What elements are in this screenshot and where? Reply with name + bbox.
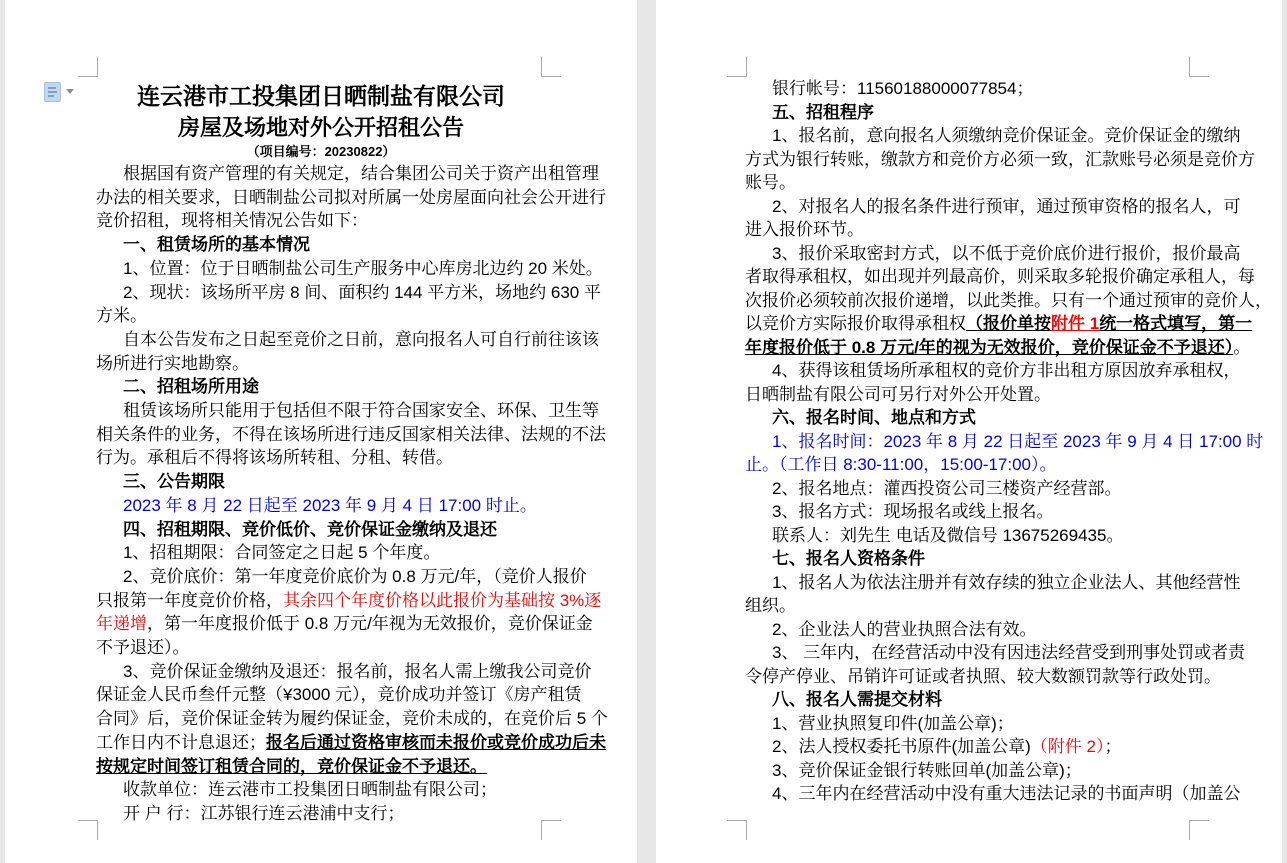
text-run: 3、竞价保证金缴纳及退还：报名前，报名人需上缴我公司竞价 xyxy=(123,661,592,681)
text-run: 者取得承租权，如出现并列最高价，则采取多轮报价确定承租人，每 xyxy=(745,267,1255,286)
text-line xyxy=(745,195,1241,219)
text-line xyxy=(745,218,1215,242)
text-line xyxy=(745,712,1215,736)
text-run: 3、 三年内，在经营活动中没有因违法经营受到刑事处罚或者责 xyxy=(772,643,1246,662)
text-line xyxy=(745,430,1264,454)
text-run: 六、报名时间、地点和方式 xyxy=(772,408,976,427)
text-line xyxy=(96,636,566,660)
text-run: 令停产停业、吊销许可证或者执照、较大数额罚款等行政处罚。 xyxy=(745,666,1221,686)
text-boundary-mark xyxy=(727,820,747,840)
text-line xyxy=(96,731,606,755)
text-run: 2、报名地点：灌西投资公司三楼资产经营部。 xyxy=(772,478,1122,498)
text-boundary-mark xyxy=(1189,820,1209,840)
text-boundary-mark xyxy=(78,57,98,77)
text-line xyxy=(96,257,603,281)
clipboard-icon xyxy=(44,82,61,102)
text-run: 组织。 xyxy=(745,596,796,615)
page2-body-text xyxy=(745,77,1272,806)
text-line xyxy=(96,352,566,376)
text-run: 账号。 xyxy=(745,173,796,192)
text-line xyxy=(745,148,1255,172)
text-run: 2、企业法人的营业执照合法有效。 xyxy=(772,619,1037,639)
text-line xyxy=(96,589,602,613)
text-line xyxy=(96,802,566,826)
text-run: 三、公告期限 xyxy=(123,472,225,492)
text-run: 年递增 xyxy=(96,614,147,634)
text-run: 3、报名方式：现场报名或线上报名。 xyxy=(772,502,1054,521)
text-run: 1、位置：位于日晒制盐公司生产服务中心库房北边约 20 米处。 xyxy=(123,258,603,278)
text-run: 开 户 行：江苏银行连云港浦中支行； xyxy=(123,803,405,823)
text-run: 租赁该场所只能用于包括但不限于符合国家安全、环保、卫生等 xyxy=(123,401,599,421)
text-run: 五、招租程序 xyxy=(772,102,874,122)
text-line xyxy=(745,618,1215,642)
text-line xyxy=(745,242,1241,266)
text-line xyxy=(745,571,1241,595)
text-line xyxy=(745,477,1215,501)
text-run: 根据国有资产管理的有关规定，结合集团公司关于资产出租管理 xyxy=(123,164,599,183)
paste-options-button[interactable] xyxy=(40,80,78,104)
text-run: 不予退还）。 xyxy=(96,638,190,658)
text-line xyxy=(745,735,1215,759)
text-line xyxy=(96,683,582,707)
text-line xyxy=(745,359,1241,383)
text-run: 2、竞价底价：第一年度竞价底价为 0.8 万元/年，（竞价人报价 xyxy=(123,566,587,586)
text-run: 止。（工作日 8:30-11:00，15:00-17:00）。 xyxy=(745,455,1057,474)
text-run: （附件 2） xyxy=(1030,737,1105,756)
text-line xyxy=(96,660,592,684)
text-line xyxy=(745,101,1215,125)
text-line xyxy=(96,518,566,542)
text-line xyxy=(96,778,566,802)
text-line xyxy=(745,688,1215,712)
text-run: 二、招租场所用途 xyxy=(123,377,259,397)
text-line xyxy=(96,304,566,328)
document-title-line1: 连云港市工投集团日晒制盐有限公司 xyxy=(137,83,505,109)
text-line xyxy=(745,782,1241,806)
page-gap xyxy=(637,0,656,863)
text-boundary-mark xyxy=(1189,57,1209,77)
text-run: 2023 年 8 月 22 日起至 2023 年 9 月 4 日 17:00 时止。 xyxy=(123,495,537,515)
text-line xyxy=(745,406,1215,430)
text-line xyxy=(96,565,587,589)
text-line xyxy=(96,541,566,565)
text-run: 收款单位：连云港市工投集团日晒制盐有限公司； xyxy=(123,780,497,800)
text-run: 统一格式填写，第一 xyxy=(1099,314,1253,333)
text-run: 1、报名时间：2023 年 8 月 22 日起至 2023 年 9 月 4 日 17:00 时 xyxy=(772,431,1264,451)
text-line xyxy=(96,423,606,447)
text-run: 3、竞价保证金银行转账回单(加盖公章)； xyxy=(772,760,1082,780)
text-run: 联系人：刘先生 电话及微信号 13675269435。 xyxy=(772,525,1124,545)
text-line xyxy=(96,494,566,518)
text-line xyxy=(745,77,1215,101)
text-line xyxy=(745,524,1215,548)
text-run: 只报第一年度竞价价格， xyxy=(96,590,283,610)
project-number: （项目编号：20230822） xyxy=(246,144,396,159)
dropdown-arrow-icon xyxy=(66,89,74,94)
text-run: ，第一年度报价低于 0.8 万元/年视为无效报价，竞价保证金 xyxy=(147,614,593,634)
text-run: 一、租赁场所的基本情况 xyxy=(123,235,310,255)
text-run: ； xyxy=(1104,737,1122,756)
text-line xyxy=(745,124,1241,148)
text-run: 七、报名人资格条件 xyxy=(772,549,925,568)
text-run: 八、报名人需提交材料 xyxy=(772,690,942,709)
text-run: 2、现状：该场所平房 8 间、面积约 144 平方米，场地约 630 平 xyxy=(123,282,601,302)
text-run: 方式为银行转账，缴款方和竞价方必须一致，汇款账号必须是竞价方 xyxy=(745,149,1255,169)
text-line xyxy=(745,500,1215,524)
text-line xyxy=(745,265,1255,289)
text-run: 竞价招租，现将相关情况公告如下： xyxy=(96,211,368,231)
text-run: 1、报名人为依法注册并有效存续的独立企业法人、其他经营性 xyxy=(772,572,1241,592)
text-run: 办法的相关要求，日晒制盐公司拟对所属一处房屋面向社会公开进行 xyxy=(96,187,606,207)
text-line xyxy=(745,547,1215,571)
text-run: 4、获得该租赁场所承租权的竞价方非出租方原因放弃承租权， xyxy=(772,361,1241,380)
document-page-1 xyxy=(5,0,637,863)
document-title-line2: 房屋及场地对外公开招租公告 xyxy=(177,115,464,140)
text-run: 方米。 xyxy=(96,306,147,326)
text-boundary-mark xyxy=(727,57,747,77)
text-run: 工作日内不计息退还； xyxy=(96,732,266,752)
text-boundary-mark xyxy=(541,820,561,840)
text-run: 日晒制盐有限公司可另行对外公开处置。 xyxy=(745,384,1051,404)
text-line xyxy=(96,328,599,352)
text-line xyxy=(96,707,608,731)
text-run: 银行帐号：11560188000077854； xyxy=(772,79,1034,98)
text-run: 2、法人授权委托书原件(加盖公章) xyxy=(772,737,1031,756)
text-run: 2、对报名人的报名条件进行预审，通过预审资格的报名人，可 xyxy=(772,196,1241,216)
text-line xyxy=(96,162,599,186)
text-line xyxy=(745,759,1215,783)
text-run: 合同》后，竞价保证金转为履约保证金，竞价未成的，在竞价后 5 个 xyxy=(96,709,608,729)
text-run: 。 xyxy=(1233,337,1251,357)
text-line xyxy=(96,281,601,305)
text-boundary-mark xyxy=(78,820,98,840)
text-line xyxy=(96,399,599,423)
text-line xyxy=(96,612,593,636)
text-run: 保证金人民币叁仟元整（¥3000 元），竞价成功并签订《房产租赁 xyxy=(96,685,582,705)
text-line xyxy=(745,665,1221,689)
text-line xyxy=(96,446,566,470)
text-run: 以竞价方实际报价取得承租权 xyxy=(745,314,966,333)
text-run: 相关条件的业务，不得在该场所进行违反国家相关法律、法规的不法 xyxy=(96,424,606,444)
text-run: （报价单按 xyxy=(966,314,1051,333)
text-run: 报名后通过资格审核而未报价或竞价成功后未 xyxy=(266,732,606,752)
text-line xyxy=(745,594,1215,618)
text-run: 其余四个年度价格以此报价为基础按 3%逐 xyxy=(283,590,602,610)
text-line xyxy=(96,755,566,779)
text-run: 3、报价采取密封方式，以不低于竞价底价进行报价，报价最高 xyxy=(772,243,1241,263)
text-line xyxy=(96,186,606,210)
text-run: 按规定时间签订租赁合同的，竞价保证金不予退还。 xyxy=(96,756,487,776)
page1-body-text xyxy=(96,162,608,826)
document-page-2 xyxy=(656,0,1282,863)
text-run: 4、三年内在经营活动中没有重大违法记录的书面声明（加盖公 xyxy=(772,784,1241,803)
text-run: 进入报价环节。 xyxy=(745,220,864,239)
text-line xyxy=(745,336,1251,360)
text-line xyxy=(745,453,1215,477)
text-run: 自本公告发布之日起至竞价之日前，意向报名人可自行前往该该 xyxy=(123,329,599,349)
text-line xyxy=(745,312,1253,336)
text-line xyxy=(96,375,566,399)
text-line xyxy=(96,233,566,257)
text-run: 1、营业执照复印件(加盖公章)； xyxy=(772,713,1014,733)
text-run: 次报价必须较前次报价递增，以此类推。只有一个通过预审的竞价人， xyxy=(745,290,1272,310)
text-run: 行为。承租后不得将该场所转租、分租、转借。 xyxy=(96,448,453,468)
text-run: 1、报名前，意向报名人须缴纳竞价保证金。竞价保证金的缴纳 xyxy=(772,126,1241,145)
text-run: 年度报价低于 0.8 万元/年的视为无效报价，竞价保证金不予退还） xyxy=(745,337,1234,357)
text-run: 四、招租期限、竞价低价、竞价保证金缴纳及退还 xyxy=(123,519,497,539)
text-boundary-mark xyxy=(541,57,561,77)
text-run: 1、招租期限：合同签定之日起 5 个年度。 xyxy=(123,543,441,563)
text-run: 场所进行实地勘察。 xyxy=(96,353,249,373)
text-line xyxy=(96,470,566,494)
workspace-margin-right xyxy=(1282,0,1287,863)
text-line xyxy=(745,641,1246,665)
text-line xyxy=(745,171,1215,195)
text-line xyxy=(745,383,1215,407)
text-line xyxy=(96,209,566,233)
text-line xyxy=(745,289,1272,313)
text-run: 附件 1 xyxy=(1051,314,1100,333)
